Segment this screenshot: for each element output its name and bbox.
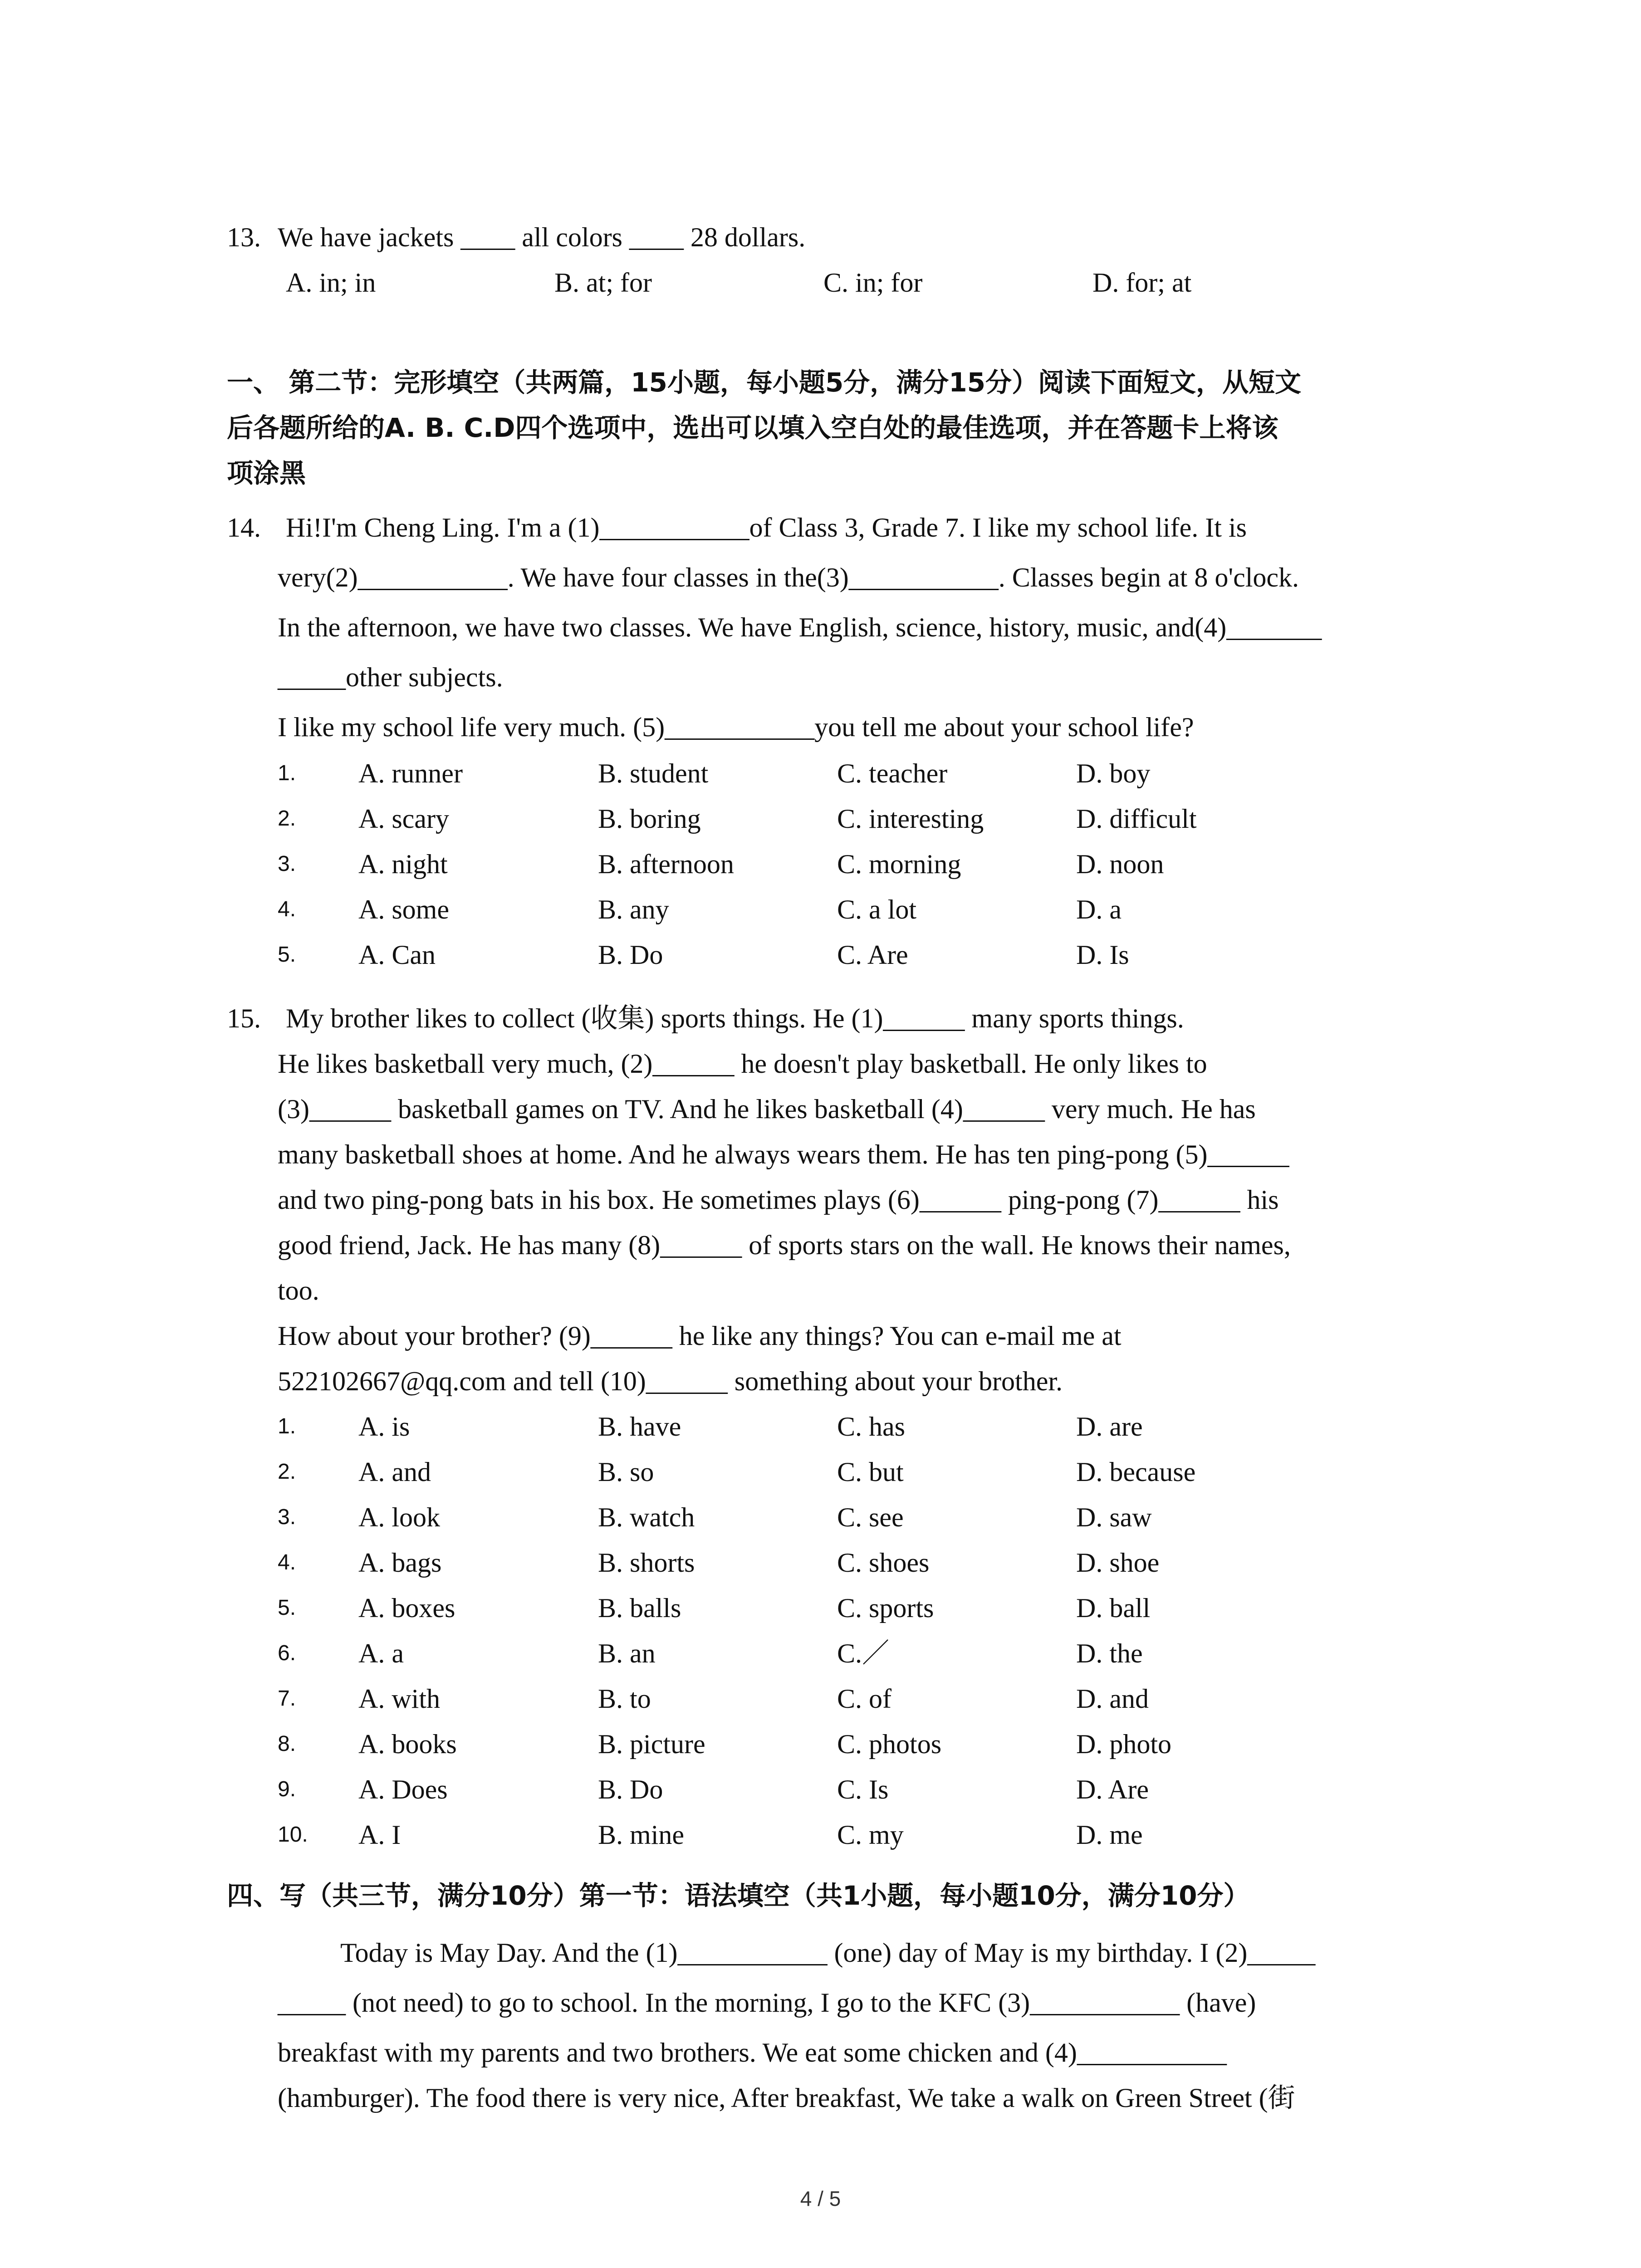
option-d: D. for; at <box>1092 268 1192 298</box>
option-b: B. afternoon <box>598 849 734 879</box>
option-a: A. with <box>358 1684 440 1714</box>
option-b: B. any <box>598 894 669 924</box>
passage-line: and two ping-pong bats in his box. He sometimes plays (6)______ ping-pong (7)______ his <box>278 1185 1279 1215</box>
sub-question-number: 1. <box>278 761 296 785</box>
sub-question-number: 10. <box>278 1823 308 1847</box>
option-b: B. Do <box>598 940 663 970</box>
option-a: A. and <box>358 1457 431 1487</box>
sub-question-number: 3. <box>278 1505 296 1529</box>
option-a: A. runner <box>358 758 463 788</box>
passage-line: In the afternoon, we have two classes. We have English, science, history, music, and(4)_______ <box>278 612 1322 642</box>
sub-question-number: 7. <box>278 1686 296 1711</box>
option-c: C. teacher <box>837 758 948 788</box>
page-indicator: 4 / 5 <box>800 2187 841 2210</box>
option-d: D. me <box>1076 1820 1143 1850</box>
option-d: D. because <box>1076 1457 1196 1487</box>
option-d: D. saw <box>1076 1502 1152 1532</box>
passage-line: _____other subjects. <box>278 662 503 692</box>
option-b: B. to <box>598 1684 651 1714</box>
option-b: B. shorts <box>598 1548 695 1578</box>
passage-line: I like my school life very much. (5)___________you tell me about your school life? <box>278 712 1194 742</box>
option-c: C. see <box>837 1502 904 1532</box>
option-b: B. have <box>598 1412 681 1442</box>
question-number: 13. <box>227 222 261 252</box>
sub-question-number: 5. <box>278 1596 296 1620</box>
sub-question-number: 4. <box>278 897 296 921</box>
passage-line: Today is May Day. And the (1)___________ (one) day of May is my birthday. I (2)_____ <box>340 1938 1316 1968</box>
passage-line: many basketball shoes at home. And he always wears them. He has ten ping-pong (5)______ <box>278 1139 1289 1169</box>
option-c: C. sports <box>837 1593 934 1623</box>
option-b: B. at; for <box>554 268 652 298</box>
option-a: A. Does <box>358 1774 448 1804</box>
option-b: B. boring <box>598 804 701 834</box>
section-heading-line: 一、 第二节：完形填空（共两篇，15小题，每小题5分，满分15分）阅读下面短文，从短文 <box>227 367 1301 398</box>
option-a: A. scary <box>358 804 449 834</box>
sub-question-number: 2. <box>278 807 296 831</box>
option-a: A. I <box>358 1820 401 1850</box>
option-c: C. Is <box>837 1774 889 1804</box>
passage-line: My brother likes to collect (收集) sports things. He (1)______ many sports things. <box>286 1003 1184 1033</box>
passage-line: He likes basketball very much, (2)______ he doesn't play basketball. He only likes to <box>278 1049 1207 1079</box>
option-c: C. shoes <box>837 1548 930 1578</box>
passage-line: good friend, Jack. He has many (8)______ of sports stars on the wall. He knows their names, <box>278 1230 1291 1260</box>
sub-question-number: 3. <box>278 852 296 876</box>
option-d: D. the <box>1076 1638 1143 1668</box>
option-d: D. photo <box>1076 1729 1171 1759</box>
option-c: C. but <box>837 1457 904 1487</box>
option-c: C. of <box>837 1684 892 1714</box>
option-a: A. bags <box>358 1548 442 1578</box>
option-c: C. a lot <box>837 894 916 924</box>
option-d: D. difficult <box>1076 804 1197 834</box>
passage-line: (3)______ basketball games on TV. And he likes basketball (4)______ very much. He has <box>278 1094 1256 1124</box>
option-c: C. interesting <box>837 804 984 834</box>
option-c: C. Are <box>837 940 908 970</box>
option-b: B. student <box>598 758 709 788</box>
passage-line: too. <box>278 1276 319 1305</box>
passage-line: breakfast with my parents and two brothers. We eat some chicken and (4)___________ <box>278 2038 1227 2068</box>
option-a: A. is <box>358 1412 410 1442</box>
option-b: B. so <box>598 1457 654 1487</box>
sub-question-number: 4. <box>278 1550 296 1574</box>
option-d: D. are <box>1076 1412 1143 1442</box>
sub-question-number: 5. <box>278 943 296 967</box>
option-b: B. Do <box>598 1774 663 1804</box>
section-heading-line: 四、写（共三节，满分10分）第一节：语法填空（共1小题，每小题10分，满分10分） <box>227 1880 1250 1911</box>
question-number: 15. <box>227 1003 261 1033</box>
option-c: C.／ <box>837 1638 890 1668</box>
question-stem: We have jackets ____ all colors ____ 28 dollars. <box>278 222 806 252</box>
option-c: C. in; for <box>823 268 923 298</box>
option-c: C. morning <box>837 849 961 879</box>
passage-line: very(2)___________. We have four classes in the(3)___________. Classes begin at 8 o'clock. <box>278 562 1299 592</box>
option-a: A. a <box>358 1638 404 1668</box>
sub-question-number: 8. <box>278 1732 296 1756</box>
option-c: C. photos <box>837 1729 942 1759</box>
passage-line: _____ (not need) to go to school. In the morning, I go to the KFC (3)___________ (have) <box>278 1988 1256 2018</box>
option-a: A. in; in <box>286 268 376 298</box>
option-a: A. boxes <box>358 1593 456 1623</box>
option-d: D. and <box>1076 1684 1149 1714</box>
passage-line: (hamburger). The food there is very nice, After breakfast, We take a walk on Green Street (街 <box>278 2083 1295 2113</box>
option-a: A. Can <box>358 940 436 970</box>
sub-question-number: 9. <box>278 1777 296 1801</box>
option-a: A. night <box>358 849 448 879</box>
option-c: C. has <box>837 1412 905 1442</box>
option-b: B. an <box>598 1638 656 1668</box>
passage-line: Hi!I'm Cheng Ling. I'm a (1)___________of Class 3, Grade 7. I like my school life. It is <box>286 513 1247 543</box>
option-b: B. watch <box>598 1502 695 1532</box>
passage-line: 522102667@qq.com and tell (10)______ something about your brother. <box>278 1366 1063 1396</box>
option-a: A. some <box>358 894 449 924</box>
option-d: D. Are <box>1076 1774 1149 1804</box>
option-a: A. books <box>358 1729 457 1759</box>
option-d: D. Is <box>1076 940 1129 970</box>
sub-question-number: 1. <box>278 1414 296 1438</box>
option-d: D. noon <box>1076 849 1164 879</box>
option-b: B. balls <box>598 1593 681 1623</box>
option-d: D. shoe <box>1076 1548 1160 1578</box>
option-b: B. mine <box>598 1820 684 1850</box>
sub-question-number: 2. <box>278 1460 296 1484</box>
option-d: D. ball <box>1076 1593 1151 1623</box>
option-b: B. picture <box>598 1729 705 1759</box>
option-d: D. boy <box>1076 758 1151 788</box>
option-a: A. look <box>358 1502 440 1532</box>
option-c: C. my <box>837 1820 904 1850</box>
passage-line: How about your brother? (9)______ he like any things? You can e-mail me at <box>278 1321 1122 1351</box>
option-d: D. a <box>1076 894 1122 924</box>
section-heading-line: 项涂黑 <box>227 458 306 489</box>
sub-question-number: 6. <box>278 1641 296 1665</box>
section-heading-line: 后各题所给的A. B. C.D四个选项中，选出可以填入空白处的最佳选项，并在答题卡上将该 <box>227 412 1279 443</box>
question-number: 14. <box>227 513 261 543</box>
